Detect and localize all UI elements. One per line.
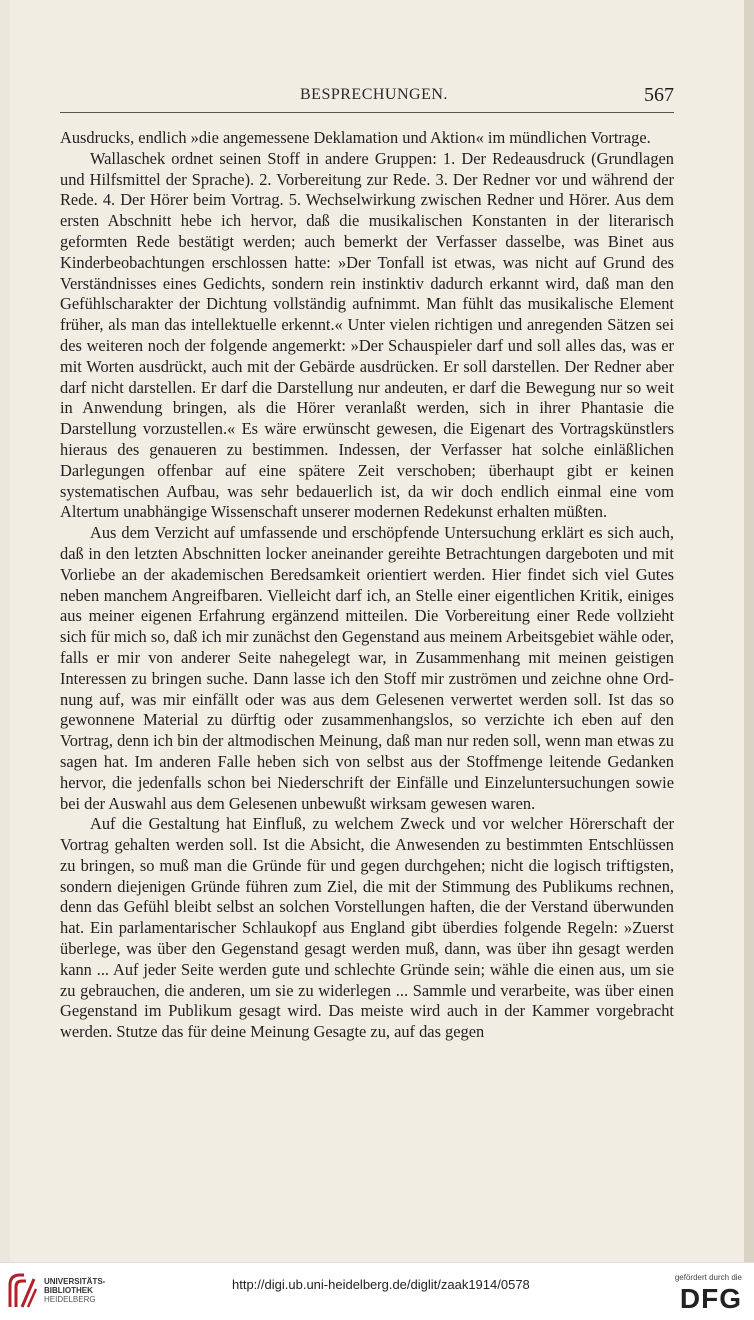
page-number: 567 bbox=[644, 84, 674, 106]
library-name-line: UNIVERSITÄTS- bbox=[44, 1277, 106, 1286]
running-title: BESPRECHUNGEN. bbox=[300, 86, 448, 103]
header-rule bbox=[60, 112, 674, 113]
heidelberg-library-logo-icon[interactable] bbox=[6, 1271, 40, 1311]
paragraph: Wallaschek ordnet seinen Stoff in andere Gruppen: 1. Der Redeausdruck (Grundlagen und Hilfsmittel der Sprache). 2. Vorbereitung zur Rede. 3. Der Redner vor und während der Rede. 4. Der Hörer beim Vortrag. 5. Wechselwirkung zwischen Redner und Hörer. Aus dem ersten Abschnitt hebe ich hervor, daß die musikalischen Konstanten in der literarisch geformten Rede bestätigt werden; auch bemerkt der Verfasser dasselbe, was Binet aus Kinderbeobachtungen erschlossen hatte: »Der Tonfall ist etwas, was nicht auf Grund des Verständnisses eines Gedichts, sondern rein instinktiv dadurch erkannt wird, daß man den Gefühlscharakter der Dichtung vollständig aufnimmt. Man fühlt das musikalische Element früher, als man das intellektuelle erkennt.« Unter vielen richtigen und anregenden Sätzen sei des weiteren noch der folgende angemerkt: »Der Schauspieler darf und soll alles das, was er mit Worten ausdrückt, auch mit der Gebärde ausdrücken. Er soll darstellen. Der Redner aber darf nicht darstellen. Er darf die Darstellung nur andeuten, er darf die Bewegung nur so weit in Anwendung bringen, als die Hörer veranlaßt werden, sich in ihrer Phantasie die Darstellung vorzustellen.« Es wäre erwünscht gewesen, die Eigenart des Vortragskünstlers hieraus des genaueren zu bestimmen. Indessen, der Verfasser hat solche einläßlichen Darlegungen offenbar auf eine spätere Zeit verschoben; überhaupt gibt er keinen systematischen Aufbau, was sehr bedauerlich ist, da wir doch endlich einmal eine vom Altertum unabhängige Wissenschaft unserer modernen Redekunst erhalten müßten. bbox=[60, 148, 674, 522]
funding-note: gefördert durch die bbox=[674, 1273, 742, 1282]
page-edge bbox=[744, 0, 754, 1262]
library-name-line: BIBLIOTHEK bbox=[44, 1286, 93, 1295]
body-text bbox=[60, 128, 674, 1043]
running-head bbox=[60, 86, 674, 112]
library-name-line: HEIDELBERG bbox=[44, 1295, 96, 1304]
paragraph: Ausdrucks, endlich »die angemessene Deklamation und Aktion« im mündlichen Vortrage. bbox=[60, 128, 651, 147]
library-name[interactable] bbox=[44, 1277, 105, 1304]
viewer-footer bbox=[0, 1262, 754, 1320]
permalink-url[interactable]: http://digi.ub.uni-heidelberg.de/diglit/zaak1914/0578 bbox=[232, 1277, 530, 1292]
paragraph: Auf die Gestaltung hat Einfluß, zu welchem Zweck und vor welcher Hörerschaft der Vortrag gehalten werden soll. Ist die Absicht, die Anwesenden zu bestimmten Entschlüssen zu bringen, so muß man die Gründe für und gegen durchgehen; nicht die logisch triftigsten, sondern diejenigen Gründe führen zum Ziel, die mit der Stimmung des Publikums rechnen, denn das Gefühl bleibt selbst an solchen Vorstellungen haften, die der Verstand überwunden hat. Ein parlamentarischer Schlaukopf aus England gibt überdies folgende Regeln: »Zuerst überlege, was über den Gegenstand gesagt werden muß, dann, was über ihn gesagt werden kann ... Auf jeder Seite werden gute und schlechte Gründe sein; wähle die einen aus, um sie zu gebrauchen, die anderen, um sie zu widerlegen ... Sammle und verarbeite, was über einen Gegenstand im Publikum gesagt wird. Das meiste wird auch in der Kammer vorgebracht werden. Stutze das für deine Meinung Gesagte zu, auf das gegen bbox=[60, 814, 674, 1042]
paragraph: Aus dem Verzicht auf umfassende und erschöpfende Untersuchung erklärt es sich auch, daß in den letzten Abschnitten locker aneinander gereihte Betrachtungen dargeboten und mit Vorliebe an der akademischen Beredsamkeit orientiert werden. Hier findet sich viel Gutes neben manchem Angreifbaren. Vielleicht darf ich, an Stelle einer eigentlichen Kritik, einiges aus meiner eigenen Erfahrung ergänzend mitteilen. Die Vorbereitung einer Rede vollzieht sich für mich so, daß ich mir zunächst den Gegenstand aus meinem Arbeitsgebiet wähle oder, falls er mir von anderer Seite nahegelegt war, in Zusammenhang mit meinen geistigen Interessen zu bringen suche. Dann lasse ich den Stoff mir zuströmen und zeichne ohne Ordnung auf, was mir einfällt oder was aus dem Gelesenen verwertet werden soll. Ist das so gewonnene Material zu dürftig oder zusammenhangslos, so verzichte ich eben auf den Vortrag, denn ich bin der altmodischen Meinung, daß man nur reden soll, wenn man etwas zu sagen hat. Im anderen Falle heben sich von selbst aus der Stoffmenge leitende Gedanken hervor, die jedenfalls schon bei Niederschrift der Einfälle und Einzeluntersuchungen sowie bei der Auswahl aus dem Gelesenen unbewußt wirksam gewesen waren. bbox=[60, 523, 674, 813]
dfg-logo[interactable]: DFG bbox=[679, 1283, 742, 1314]
